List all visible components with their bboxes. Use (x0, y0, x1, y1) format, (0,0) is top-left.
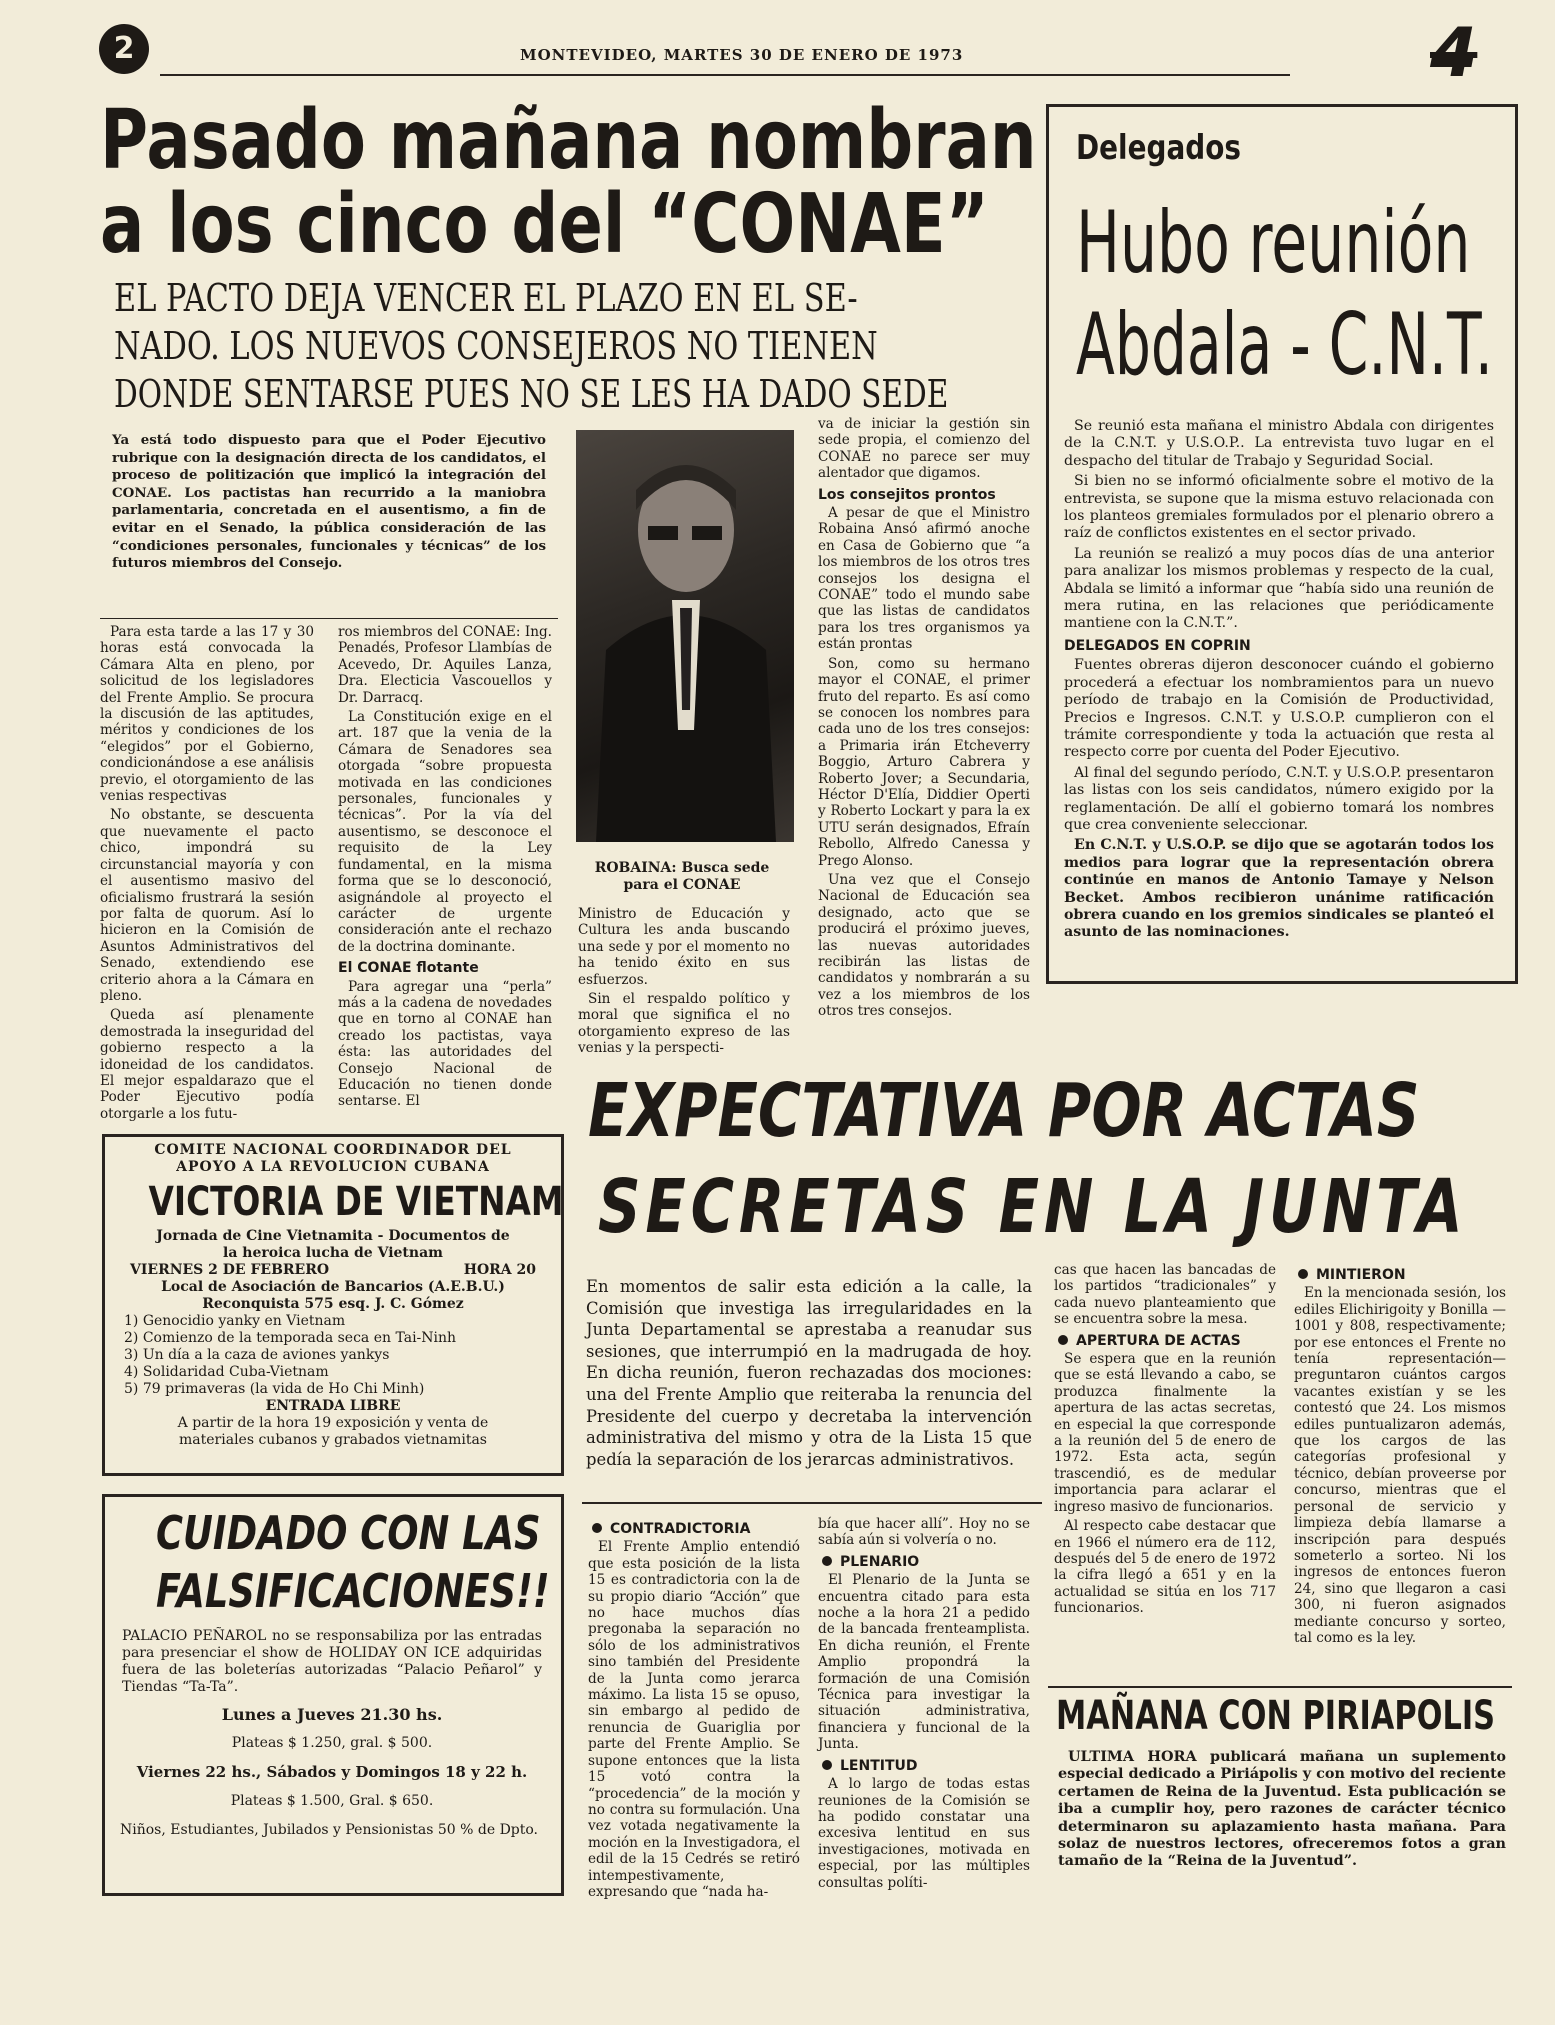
conae-subhead-line: NADO. LOS NUEVOS CONSEJEROS NO TIENEN (114, 324, 878, 368)
junta-lead-text: En momentos de salir esta edición a la calle, la Comisión que investiga las irregularidades en la Junta Departamental se aprestaba a reanudar sus sesiones, que interrumpió en la madrugada de hoy. En dicha reunión, fueron rechazadas dos mociones: una del Frente Amplio que reiteraba la renuncia del Presidente del cuerpo y decretaba la intervención administrativa del mismo y otra de la Lista 15 que pedía la separación de los jerarcas administrativos. (586, 1277, 1032, 1469)
vietnam-date: VIERNES 2 DE FEBRERO (130, 1262, 330, 1278)
vietnam-footer: A partir de la hora 19 exposición y venta de (177, 1415, 489, 1431)
newspaper-logo (1430, 14, 1510, 93)
header-rule-left (160, 74, 1290, 76)
bullet-icon (822, 1556, 832, 1566)
conae-mid-p: Ministro de Educación y Cultura les anda buscando una sede y por el momento no ha tenido éxito en sus esfuerzos. (578, 906, 790, 988)
vietnam-ad (108, 1142, 564, 1449)
junta-col-mintieron (1294, 1262, 1506, 1649)
mintieron-text: En la mencionada sesión, los ediles Elichirigoity y Bonilla —1001 y 808, respectivamente; por ese entonces el Frente no tenía representación— preguntaron cuántos cargos vacantes existían y se les contestó que 24. Los mismos ediles puntualizaron además, que los cargos de las categorías profesional y técnico, debían proveerse por concurso, mientras que el personal de servicio y limpieza debía llamarse a inscripción para después someterlo a sorteo. Ni los ingresos de entonces fueron 24, sino que llegaron a casi 300, ni fueron asignados mediante concurso y sorteo, tal como es la ley. (1294, 1285, 1506, 1646)
robaina-photo-caption: ROBAINA: Busca sede para el CONAE (594, 860, 770, 893)
conae-headline-1: Pasado mañana nombran (100, 93, 1037, 188)
mintieron-subhead: MINTIERON (1294, 1267, 1506, 1283)
piriapolis-text: ULTIMA HORA publicará mañana un suplemento especial dedicado a Piriápolis y con motivo del reciente certamen de Reina de la Juventud. Esta publicación se iba a cumplir hoy, pero razones de carácter técnico determinaron su aplazamiento hasta mañana. Para solaz de nuestros lectores, ofreceremos fotos a gran tamaño de la “Reina de la Juventud”. (1058, 1748, 1506, 1870)
conae-col1-p: Queda así plenamente demostrada la inseguridad del gobierno respecto a la idoneidad de los candidatos. El mejor espaldarazo que el Poder Ejecutivo podía otorgarle a los futu- (100, 1007, 314, 1122)
delegados-p: Se reunió esta mañana el ministro Abdala con dirigentes de la C.N.T. y U.S.O.P.. La entrevista tuvo lugar en el despacho del titular de Trabajo y Seguridad Social. (1064, 418, 1494, 469)
vietnam-org: COMITE NACIONAL COORDINADOR DEL (154, 1142, 512, 1158)
junta-headline-2: SECRETAS EN LA JUNTA (598, 1164, 1468, 1250)
delegados-body (1064, 418, 1494, 945)
conae-col2-p: La Constitución exige en el art. 187 que la venia de la Cámara de Senadores sea otorgada “sobre propuesta motivada en las condiciones personales, funcionales y técnicas”. Por la vía del ausentismo, se desconoce el requisito de la Ley fundamental, en la misma forma que se lo desconoció, asignándole al proyecto el carácter de urgente consideración ante el rechazo de la doctrina dominante. (338, 709, 552, 955)
conae-col3-subhead: Los consejitos prontos (818, 486, 996, 503)
bullet-icon (1298, 1269, 1308, 1279)
vietnam-film: 2) Comienzo de la temporada seca en Tai-Ninh (124, 1330, 457, 1346)
conae-lead-text: Ya está todo dispuesto para que el Poder Ejecutivo rubrique con la designación directa de los candidatos, el proceso de politización que implicó la integración del CONAE. Los pactistas han recurrido a la maniobra parlamentaria, concretada en el ausentismo, a fin de evitar en el Senado, la pública consideración de las “condiciones personales, funcionales y técnicas” de los futuros miembros del Consejo. (112, 432, 546, 572)
dateline: MONTEVIDEO, MARTES 30 DE ENERO DE 1973 (520, 46, 964, 64)
vietnam-film: 3) Un día a la caza de aviones yankys (124, 1347, 390, 1363)
junta-mid-top: bía que hacer allí”. Hoy no se sabía aún si volvería o no. (818, 1516, 1030, 1549)
conae-col2 (338, 624, 552, 1113)
conae-col2-p: ros miembros del CONAE: Ing. Penadés, Profesor Llambías de Acevedo, Dr. Aquiles Lanza, Dra. Electicia Vascouellos y Dr. Darracq. (338, 624, 552, 706)
falsif-title-2: FALSIFICACIONES!! (156, 1564, 550, 1618)
delegados-p: Al final del segundo período, C.N.T. y U.S.O.P. presentaron las listas con los seis candidatos, número exigido por la reglamentación. De allí el gobierno tomará los nombres que crea conveniente seleccionar. (1064, 764, 1494, 833)
apertura-text: Al respecto cabe destacar que en 1966 el número era de 112, después del 5 de enero de 1972 la cifra llegó a 651 y en la actualidad se sitúa en los 717 funcionarios. (1054, 1518, 1276, 1617)
piriapolis-body (1058, 1748, 1506, 1873)
delegados-p: En C.N.T. y U.S.O.P. se dijo que se agotarán todos los medios para lograr que la representación obrera continúe en manos de Antonio Tamaye y Nelson Becket. Ambos recibieron unánime ratificación obrera cuando en los gremios sindicales se planteó el asunto de las nominaciones. (1064, 837, 1494, 941)
delegados-headline-1: Hubo reunión (1076, 193, 1471, 293)
conae-lead (112, 432, 546, 576)
falsif-body: PALACIO PEÑAROL no se responsabiliza por las entradas para presenciar el show de HOLIDAY ON ICE adquiridas fuera de las boleterías autorizadas “Palacio Peñarol” y Tiendas “Ta-Ta”. (122, 1628, 542, 1695)
apertura-subhead: APERTURA DE ACTAS (1054, 1333, 1276, 1349)
junta-right-top: cas que hacen las bancadas de los partidos “tradicionales” y cada nuevo planteamiento que se encuentra sobre la mesa. (1054, 1262, 1276, 1328)
falsif-title-1: CUIDADO CON LAS (156, 1506, 541, 1560)
delegados-p: La reunión se realizó a muy pocos días de una anterior para analizar los mismos problemas y respecto de la cual, Abdala se limitó a informar que “había sido una reunión de mera rutina, en las relaciones que periódicamente mantiene con la C.N.T.”. (1064, 545, 1494, 632)
conae-col1 (100, 624, 314, 1125)
vietnam-footer: materiales cubanos y grabados vietnamitas (179, 1432, 487, 1448)
junta-col-apertura (1054, 1262, 1276, 1620)
falsificaciones-ad (112, 1504, 552, 1839)
bullet-icon (592, 1523, 602, 1533)
conae-mid-column (578, 906, 790, 1060)
delegados-p: Si bien no se informó oficialmente sobre el motivo de la entrevista, se supone que la misma estuvo relacionada con los planteos gremiales formulados por el plenario obrero a raíz de conflictos existentes en el sector privado. (1064, 473, 1494, 542)
logo-text: 4 (1430, 14, 1478, 93)
delegados-p: Fuentes obreras dijeron desconocer cuándo el gobierno procederá a efectuar los nombramientos para un nuevo período de trabajo en la Comisión de Productividad, Precios e Ingresos. C.N.T. y U.S.O.P. cumplieron con el trámite correspondiente y toda la actuación que resta al respecto corre por cuenta del Poder Ejecutivo. (1064, 657, 1494, 761)
junta-headline-1: EXPECTATIVA POR ACTAS (588, 1068, 1420, 1154)
vietnam-hour: HORA 20 (463, 1262, 536, 1278)
junta-col-plenario (818, 1516, 1030, 1894)
junta-lead-rule (582, 1502, 1042, 1504)
junta-col-contradictoria (588, 1516, 800, 1903)
delegados-kicker: Delegados (1076, 128, 1241, 168)
falsif-times1: Lunes a Jueves 21.30 hs. (221, 1705, 443, 1724)
conae-col3-p: Una vez que el Consejo Nacional de Educación sea designado, acto que se producirá el próximo jueves, las nuevas autoridades recibirán las listas de candidatos y nombrarán a su vez a los miembros de los otros tres consejos. (818, 871, 1030, 1020)
conae-col3-p: A pesar de que el Ministro Robaina Ansó afirmó anoche en Casa de Gobierno que “a los miembros de los otros tres consejos los designa el CONAE” todo el mundo sabe que las listas de candidatos para los tres organismos ya están prontas (818, 505, 1030, 653)
bullet-icon (1058, 1335, 1068, 1345)
falsif-prices1: Plateas $ 1.250, gral. $ 500. (231, 1735, 433, 1751)
page-number-badge (99, 24, 149, 74)
portrait-silhouette (576, 430, 794, 842)
apertura-text: Se espera que en la reunión que se está llevando a cabo, se produzca finalmente la apertura de las actas secretas, en especial la que corresponde a la reunión del 5 de enero de 1972. Esta acta, según trascendió, es de medular importancia para aclarar el ingreso masivo de funcionarios. (1054, 1351, 1276, 1515)
robaina-photo (576, 430, 794, 842)
conae-col3-top: va de iniciar la gestión sin sede propia, el comienzo del CONAE no parece ser muy alentador que digamos. (818, 416, 1030, 482)
conae-subhead-line: EL PACTO DEJA VENCER EL PLAZO EN EL SE- (114, 276, 858, 320)
junta-lead (586, 1276, 1032, 1473)
vietnam-place: Local de Asociación de Bancarios (A.E.B.U.) (161, 1279, 505, 1295)
vietnam-entry: ENTRADA LIBRE (265, 1398, 401, 1414)
falsif-note: Niños, Estudiantes, Jubilados y Pensionistas 50 % de Dpto. (120, 1822, 539, 1838)
vietnam-org: APOYO A LA REVOLUCION CUBANA (176, 1159, 490, 1175)
vietnam-film: 1) Genocidio yanky en Vietnam (124, 1313, 346, 1329)
lentitud-text: A lo largo de todas estas reuniones de la Comisión se ha podido constatar una excesiva lentitud en sus investigaciones, motivada en especial, por las múltiples consultas políti- (818, 1776, 1030, 1891)
falsif-times2: Viernes 22 hs., Sábados y Domingos 18 y 22 h. (136, 1763, 528, 1781)
conae-headline-2: a los cinco del “CONAE” (100, 177, 989, 272)
conae-mid-p: Sin el respaldo político y moral que significa el no otorgamiento expreso de las venias y la perspecti- (578, 991, 790, 1057)
vietnam-subtitle: Jornada de Cine Vietnamita - Documentos de (156, 1228, 510, 1244)
conae-col1-p: No obstante, se descuenta que nuevamente el pacto chico, impondrá su circunstancial mayoría y con el ausentismo masivo del oficialismo frustrará la sesión por falta de quorum. Así lo hicieron en la Comisión de Asuntos Administrativos del Senado, extendiendo ese criterio ahora a la Cámara en pleno. (100, 807, 314, 1004)
vietnam-title: VICTORIA DE VIETNAM (148, 1179, 564, 1225)
piriapolis-headline: MAÑANA CON PIRIAPOLIS (1056, 1693, 1496, 1739)
contradictoria-subhead: CONTRADICTORIA (588, 1521, 800, 1537)
conae-col2-p: Para agregar una “perla” más a la cadena de novedades que en torno al CONAE han creado los pactistas, vaya ésta: las autoridades del Consejo Nacional de Educación no tienen donde sentarse. El (338, 978, 552, 1110)
conae-lead-rule (100, 618, 558, 619)
conae-col2-subhead: El CONAE flotante (338, 960, 479, 977)
vietnam-film: 5) 79 primaveras (la vida de Ho Chi Minh) (124, 1381, 425, 1397)
plenario-subhead: PLENARIO (818, 1554, 1030, 1570)
page-number: 2 (113, 31, 135, 66)
vietnam-subtitle: la heroica lucha de Vietnam (223, 1245, 443, 1261)
piriapolis-top-rule (1048, 1686, 1512, 1688)
conae-col3-p: Son, como su hermano mayor el CONAE, el primer fruto del reparto. Es así como se conocen los nombres para cada uno de los tres consejos: a Primaria irán Etcheverry Boggio, Arturo Cabrera y Roberto Jover; a Secundaria, Héctor D'Elía, Diddier Operti y Roberto Lockart y para la ex UTU serán designados, Efraín Rebollo, Alfredo Canessa y Prego Alonso. (818, 655, 1030, 869)
delegados-headline-2: Abdala - C.N.T. (1076, 295, 1493, 395)
vietnam-place: Reconquista 575 esq. J. C. Gómez (202, 1296, 464, 1312)
conae-col1-p: Para esta tarde a las 17 y 30 horas está convocada la Cámara Alta en pleno, por solicitud de los legisladores del Frente Amplio. Se procura la discusión de las aptitudes, méritos y condiciones de los “elegidos” por el Gobierno, condicionándose a ese análisis previo, el otorgamiento de las venias respectivas (100, 624, 314, 805)
falsif-prices2: Plateas $ 1.500, Gral. $ 650. (230, 1793, 434, 1809)
conae-subhead (114, 274, 1042, 418)
delegados-subhead: DELEGADOS EN COPRIN (1064, 637, 1251, 654)
conae-col3 (818, 416, 1030, 1023)
bullet-icon (822, 1760, 832, 1770)
contradictoria-text: El Frente Amplio entendió que esta posición de la lista 15 es contradictoria con la de su propio diario “Acción” que no hace muchos días pregonaba la separación no sólo de los administrativos sino también del Presidente de la Junta como jerarca máximo. La lista 15 se opuso, sin embargo al pedido de renuncia de Guariglia por parte del Frente Amplio. Se supone entonces que la lista 15 votó contra la “procedencia” de la moción y no contra su formulación. Una vez votada negativamente la moción en la Investigadora, el edil de la 15 Cedrés se retiró intempestivamente, expresando que “nada ha- (588, 1539, 800, 1900)
conae-subhead-line: DONDE SENTARSE PUES NO SE LES HA DADO SEDE (114, 372, 949, 416)
plenario-text: El Plenario de la Junta se encuentra citado para esta noche a la hora 21 a pedido de la bancada frenteamplista. En dicha reunión, el Frente Amplio propondrá la formación de una Comisión Técnica para investigar la situación administrativa, financiera y funcional de la Junta. (818, 1572, 1030, 1753)
vietnam-film: 4) Solidaridad Cuba-Vietnam (124, 1364, 329, 1380)
lentitud-subhead: LENTITUD (818, 1758, 1030, 1774)
